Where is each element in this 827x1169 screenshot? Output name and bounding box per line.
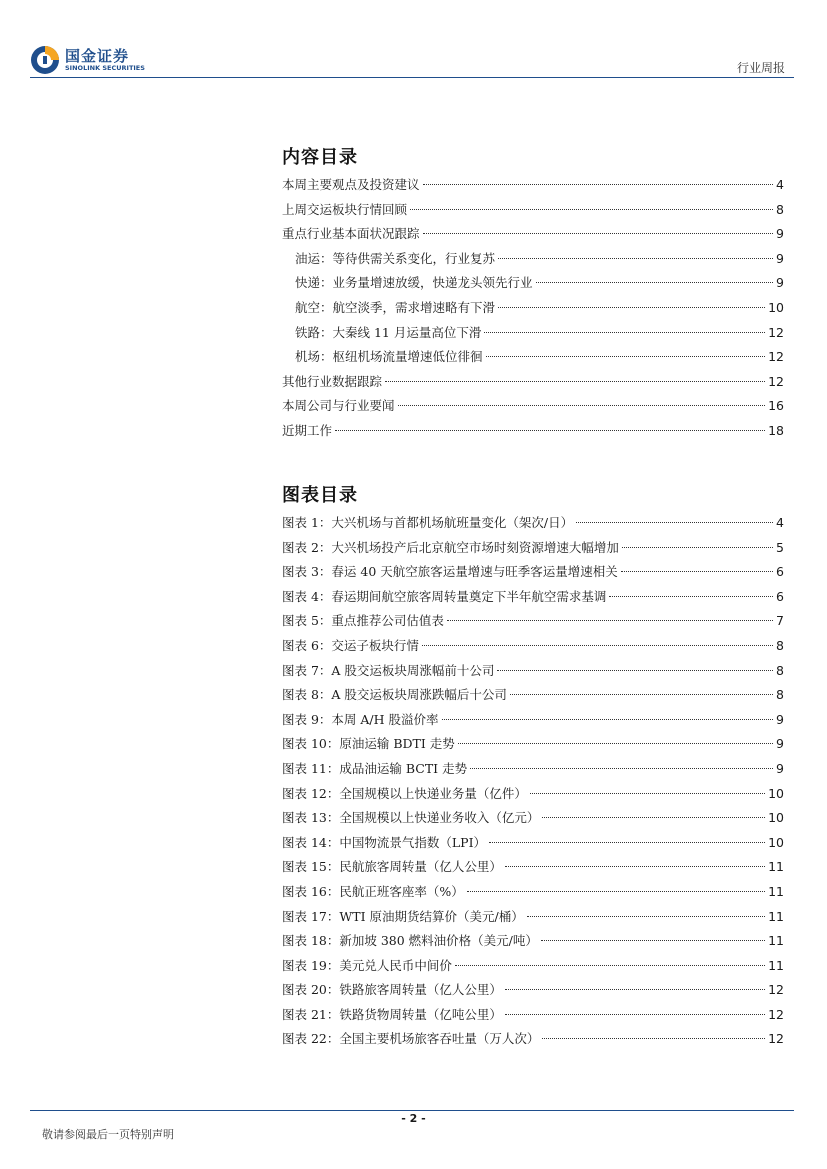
figures-entry[interactable]	[282, 1003, 784, 1028]
figures-entry-label: 图表 18：新加坡 380 燃料油价格（美元/吨）	[282, 933, 538, 949]
contents-entry-page: 8	[776, 201, 784, 217]
contents-entry-page: 4	[776, 177, 784, 192]
contents-entry-label: 机场：枢纽机场流量增速低位徘徊	[295, 349, 483, 365]
figures-entry-label: 图表 10：原油运输 BDTI 走势	[282, 736, 455, 752]
contents-title: 内容目录	[282, 147, 358, 168]
contents-entry[interactable]	[282, 173, 784, 198]
figures-entry-page: 7	[776, 613, 784, 629]
contents-entry[interactable]	[282, 321, 784, 346]
figures-entry-page: 12	[768, 982, 784, 998]
contents-entry[interactable]	[282, 198, 784, 223]
dot-leader	[467, 891, 765, 892]
dot-leader	[489, 842, 765, 843]
contents-entry-page: 10	[768, 299, 784, 315]
page-number: - 2 -	[401, 1112, 426, 1125]
dot-leader	[335, 430, 765, 431]
logo-chinese-name: 国金证券	[65, 46, 130, 65]
contents-entry[interactable]	[282, 296, 784, 321]
contents-entry-label: 本周公司与行业要闻	[282, 398, 395, 414]
figures-entry[interactable]	[282, 782, 784, 807]
figures-entry-page: 6	[776, 588, 784, 604]
report-type-label: 行业周报	[736, 61, 785, 75]
figures-entry[interactable]	[282, 560, 784, 585]
dot-leader	[486, 356, 766, 357]
contents-entry-label: 重点行业基本面状况跟踪	[282, 226, 420, 242]
figures-entry-page: 12	[768, 1006, 784, 1022]
figures-entry[interactable]	[282, 806, 784, 831]
figures-entry-page: 8	[776, 637, 784, 653]
contents-entry[interactable]	[282, 271, 784, 296]
company-logo	[30, 45, 145, 75]
dot-leader	[498, 258, 773, 259]
dot-leader	[609, 596, 773, 597]
figures-entry-page: 10	[768, 834, 784, 850]
figures-entry[interactable]	[282, 511, 784, 536]
figures-entry-label: 图表 13：全国规模以上快递业务收入（亿元）	[282, 810, 540, 826]
contents-entry-page: 9	[776, 275, 784, 291]
figures-entry[interactable]	[282, 1027, 784, 1052]
figures-entry-page: 5	[776, 539, 784, 555]
dot-leader	[542, 817, 765, 818]
figures-entry-label: 图表 5：重点推荐公司估值表	[282, 613, 444, 629]
figures-entry[interactable]	[282, 905, 784, 930]
figures-entry-label: 图表 2：大兴机场投产后北京航空市场时刻资源增速大幅增加	[282, 539, 619, 555]
sinolink-logo-icon	[30, 45, 60, 75]
contents-entry-page: 12	[768, 373, 784, 389]
dot-leader	[576, 522, 773, 523]
figures-list	[282, 511, 784, 1052]
figures-entry-label: 图表 11：成品油运输 BCTI 走势	[282, 760, 468, 776]
dot-leader	[530, 793, 765, 794]
figures-entry-label: 图表 1：大兴机场与首都机场航班量变化（架次/日）	[282, 515, 574, 530]
figures-entry-page: 9	[776, 711, 784, 727]
figures-entry-label: 图表 22：全国主要机场旅客吞吐量（万人次）	[282, 1031, 540, 1047]
footer-divider	[30, 1110, 794, 1111]
figures-entry-label: 图表 19：美元兑人民币中间价	[282, 957, 452, 973]
figures-entry[interactable]	[282, 732, 784, 757]
dot-leader	[484, 332, 765, 333]
figures-entry-page: 8	[776, 662, 784, 678]
dot-leader	[505, 866, 765, 867]
contents-entry-label: 其他行业数据跟踪	[282, 373, 383, 389]
header-divider	[30, 77, 794, 78]
dot-leader	[622, 547, 773, 548]
figures-entry-page: 10	[768, 810, 784, 826]
figures-entry-label: 图表 8：A 股交运板块周涨跌幅后十公司	[282, 687, 507, 703]
figures-entry-label: 图表 7：A 股交运板块周涨幅前十公司	[282, 662, 495, 678]
figures-entry-page: 11	[768, 859, 784, 875]
figures-entry[interactable]	[282, 683, 784, 708]
dot-leader	[536, 282, 774, 283]
figures-entry[interactable]	[282, 757, 784, 782]
figures-entry[interactable]	[282, 536, 784, 561]
contents-entry-page: 9	[776, 250, 784, 266]
contents-entry[interactable]	[282, 370, 784, 395]
dot-leader	[442, 719, 774, 720]
dot-leader	[423, 233, 774, 234]
figures-entry-page: 10	[768, 785, 784, 801]
figures-entry-label: 图表 9：本周 A/H 股溢价率	[282, 711, 439, 727]
figures-entry-label: 图表 20：铁路旅客周转量（亿人公里）	[282, 982, 502, 998]
figures-entry-page: 9	[776, 760, 784, 776]
figures-entry-label: 图表 6：交运子板块行情	[282, 637, 419, 653]
dot-leader	[410, 209, 773, 210]
figures-entry-label: 图表 16：民航正班客座率（%）	[282, 883, 464, 899]
dot-leader	[458, 743, 773, 744]
logo-english-name: SINOLINK SECURITIES	[65, 63, 145, 72]
figures-entry[interactable]	[282, 855, 784, 880]
dot-leader	[497, 670, 773, 671]
figures-entry-label: 图表 21：铁路货物周转量（亿吨公里）	[282, 1006, 502, 1022]
figures-entry-label: 图表 14：中国物流景气指数（LPI）	[282, 834, 487, 850]
dot-leader	[455, 965, 765, 966]
contents-entry-label: 油运：等待供需关系变化，行业复苏	[295, 250, 496, 266]
contents-entry[interactable]	[282, 419, 784, 444]
figures-entry-label: 图表 4：春运期间航空旅客周转量奠定下半年航空需求基调	[282, 588, 607, 604]
dot-leader	[498, 307, 765, 308]
contents-entry-label: 近期工作	[282, 422, 333, 438]
figures-entry-label: 图表 12：全国规模以上快递业务量（亿件）	[282, 785, 527, 801]
figures-entry[interactable]	[282, 831, 784, 856]
dot-leader	[541, 940, 765, 941]
figures-entry-label: 图表 15：民航旅客周转量（亿人公里）	[282, 859, 502, 875]
dot-leader	[510, 694, 773, 695]
page-header	[0, 0, 827, 80]
dot-leader	[423, 184, 774, 185]
figures-entry-page: 11	[768, 908, 784, 924]
contents-entry-page: 18	[768, 422, 784, 438]
figures-entry-page: 9	[776, 736, 784, 752]
figures-entry[interactable]	[282, 880, 784, 905]
contents-entry[interactable]	[282, 222, 784, 247]
figures-entry-page: 8	[776, 687, 784, 703]
dot-leader	[621, 571, 773, 572]
figures-entry-page: 11	[768, 883, 784, 899]
contents-entry[interactable]	[282, 247, 784, 272]
contents-entry-page: 12	[768, 324, 784, 340]
dot-leader	[527, 916, 765, 917]
contents-entry[interactable]	[282, 394, 784, 419]
contents-entry-page: 12	[768, 349, 784, 365]
contents-entry-page: 9	[776, 226, 784, 242]
figures-entry-page: 6	[776, 564, 784, 580]
contents-entry-label: 本周主要观点及投资建议	[282, 177, 420, 192]
contents-list	[282, 173, 784, 444]
figures-entry[interactable]	[282, 708, 784, 733]
dot-leader	[398, 405, 766, 406]
dot-leader	[385, 381, 765, 382]
figures-entry[interactable]	[282, 585, 784, 610]
dot-leader	[422, 645, 773, 646]
figures-entry[interactable]	[282, 609, 784, 634]
disclaimer-text: 敬请参阅最后一页特别声明	[42, 1128, 174, 1141]
figures-entry[interactable]	[282, 634, 784, 659]
dot-leader	[542, 1038, 765, 1039]
figures-entry-label: 图表 3：春运 40 天航空旅客运量增速与旺季客运量增速相关	[282, 564, 618, 580]
figures-entry[interactable]	[282, 929, 784, 954]
contents-entry-label: 快递：业务量增速放缓，快递龙头领先行业	[295, 275, 533, 291]
dot-leader	[447, 620, 773, 621]
figures-entry-label: 图表 17：WTI 原油期货结算价（美元/桶）	[282, 908, 524, 924]
contents-entry-label: 上周交运板块行情回顾	[282, 201, 408, 217]
contents-entry[interactable]	[282, 345, 784, 370]
figures-title: 图表目录	[282, 485, 358, 506]
dot-leader	[505, 989, 765, 990]
figures-entry-page: 4	[776, 515, 784, 530]
figures-entry-page: 11	[768, 933, 784, 949]
figures-entry-page: 12	[768, 1031, 784, 1047]
figures-entry[interactable]	[282, 954, 784, 979]
contents-entry-label: 铁路：大秦线 11 月运量高位下滑	[295, 324, 482, 340]
figures-entry[interactable]	[282, 978, 784, 1003]
contents-entry-page: 16	[768, 398, 784, 414]
figures-entry[interactable]	[282, 659, 784, 684]
dot-leader	[505, 1014, 765, 1015]
dot-leader	[470, 768, 773, 769]
contents-entry-label: 航空：航空淡季，需求增速略有下滑	[295, 299, 496, 315]
figures-entry-page: 11	[768, 957, 784, 973]
